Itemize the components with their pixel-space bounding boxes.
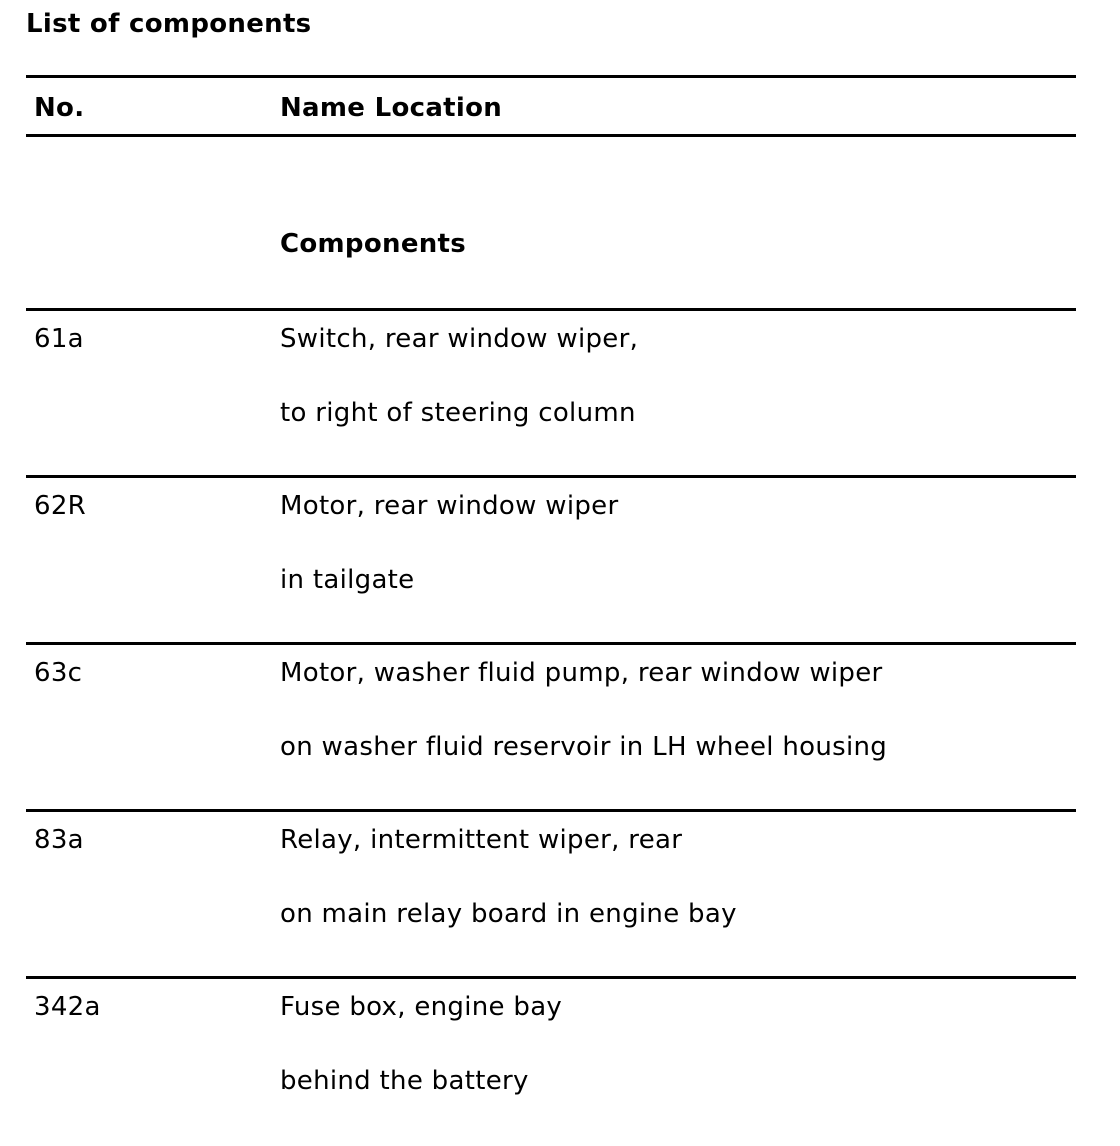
table-row	[0, 812, 1120, 979]
column-header-name-location: Name Location	[280, 93, 503, 123]
section-title: Components	[280, 229, 467, 259]
component-location: on main relay board in engine bay	[280, 899, 737, 929]
table-row	[0, 478, 1120, 645]
component-name: Relay, intermittent wiper, rear	[280, 825, 683, 855]
component-name: Switch, rear window wiper,	[280, 324, 639, 354]
table-row	[0, 645, 1120, 812]
column-header-no: No.	[34, 93, 85, 123]
component-location: behind the battery	[280, 1066, 529, 1096]
table-row	[0, 979, 1120, 1146]
component-location: in tailgate	[280, 565, 415, 595]
page-title: List of components	[26, 9, 312, 39]
header-bottom-rule	[26, 134, 1076, 137]
table-top-rule	[26, 75, 1076, 78]
component-name: Motor, rear window wiper	[280, 491, 619, 521]
component-name: Motor, washer fluid pump, rear window wiper	[280, 658, 883, 688]
row-number: 62R	[34, 491, 87, 521]
row-number: 83a	[34, 825, 84, 855]
component-location: on washer fluid reservoir in LH wheel housing	[280, 732, 888, 762]
table-row	[0, 311, 1120, 478]
row-number: 63c	[34, 658, 83, 688]
row-number: 61a	[34, 324, 84, 354]
component-name: Fuse box, engine bay	[280, 992, 563, 1022]
row-number: 342a	[34, 992, 101, 1022]
component-location: to right of steering column	[280, 398, 636, 428]
